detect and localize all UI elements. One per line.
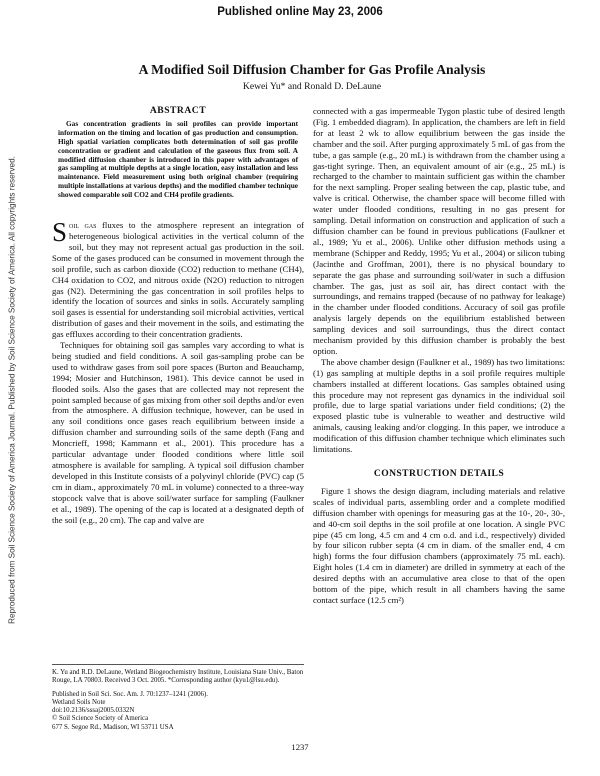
construction-paragraph: Figure 1 shows the design diagram, including materials and relative scales of individual parts, assembling order and a complete modified diffusion chamber with openings for measuring gas at the 10-, 20-, 30-, and 40-cm soil depths in the soil profile at one location. A single PVC pipe (45 cm long, 4.5 cm and 4 cm o.d. and i.d., respectively) divided by four silicon rubber septa (4 cm in diam. of the smaller end, 4 cm high) forms the four diffusion chambers (approximately 75 mL each). Eight holes (1.4 cm in diameter) are drilled in symmetry at each of the desired depths with an accumulative area close to that of the open bottom of the pipe, which result in all chambers having the same contact surface (12.5 cm²) bbox=[313, 485, 565, 605]
author-affiliation: K. Yu and R.D. DeLaune, Wetland Biogeochemistry Institute, Louisiana State Univ., Baton Rouge, LA 70803. Received 3 Oct. 2005. *Corresponding author (kyu1@lsu.edu). bbox=[52, 669, 304, 685]
intro-small-caps: oil gas bbox=[69, 220, 97, 231]
pub-copyright: © Soil Science Society of America bbox=[52, 715, 149, 723]
abstract-text: Gas concentration gradients in soil profiles can provide important information on the timing and location of gas production and consumption. High spatial variation complicates both determination of soil gas profile concentration or gradient and calculation of the gaseous flux from soil. A modified diffusion chamber is introduced in this paper with advantages of gas sampling at multiple depths at a single location, easy installation and less maintenance. Field measurement using both original chamber (requiring multiple installations at various depths) and the modified chamber technique showed comparable soil CO2 and CH4 profile gradients. bbox=[58, 118, 298, 200]
publication-info bbox=[52, 691, 304, 732]
limitations-paragraph: The above chamber design (Faulkner et al., 1989) has two limitations: (1) gas sampling at multiple depths in a soil profile requires multiple chambers installed at different locations. Gas samples obtained using this procedure may not represent gas dynamics in the individual soil profile, due to large spatial variations under field conditions; (2) the exposed plastic tube is vulnerable to weather and destructive wild animals, causing leaking and/or clogging. In this paper, we introduce a modification of this diffusion chamber technique which eliminates such limitations. bbox=[313, 356, 565, 455]
section-heading-construction: CONSTRUCTION DETAILS bbox=[373, 468, 505, 479]
published-online-line: Published online May 23, 2006 bbox=[217, 6, 383, 18]
abstract-heading: ABSTRACT bbox=[149, 105, 207, 116]
copyright-notice: Reproduced from Soil Science Society of America Journal. Published by Soil Science Society of America. All copyrights reserved. bbox=[7, 156, 17, 624]
pub-address: 677 S. Segoe Rd., Madison, WI 53711 USA bbox=[52, 723, 174, 731]
left-column bbox=[52, 106, 304, 525]
pub-doi: doi:10.2136/sssaj2005.0332N bbox=[52, 707, 135, 715]
intro-paragraph bbox=[52, 217, 305, 340]
right-column bbox=[313, 106, 565, 606]
footnote-block bbox=[52, 664, 304, 732]
pub-citation: Published in Soil Sci. Soc. Am. J. 70:1237–1241 (2006). bbox=[52, 690, 209, 698]
intro-text: fluxes to the atmosphere represent an integration of heterogeneous biological activities in the vertical column of the soil, but they may not represent actual gas production in the soil. Some of the gases produced can be consumed in movement through the soil profile, such as carbon dioxide (CO2) reduction to methane (CH4), CH4 oxidation to CO2, and nitrous oxide (N2O) reduction to nitrogen gas (N2). Determining the gas concentration in soil profiles helps to identify the location of sources and sinks in soils. Accurately sampling soil gases is essential for understanding soil microbial activities, vertical distribution of gases and their movement in the soils, and estimating the gas effluxes according to their concentration gradients. bbox=[52, 220, 305, 340]
copyright-sidebar bbox=[4, 40, 20, 740]
techniques-paragraph: Techniques for obtaining soil gas samples vary according to what is being studied and field conditions. A soil gas-sampling probe can be used to withdraw gases from soil pore spaces (Burton and Beauchamp, 1994; Mosier and Hutchinson, 1981). This device cannot be used in flooded soils. Also the gases that are collected may not represent the point sampled because of gas mixing from other soil depths and/or even from the atmosphere. A diffusion technique, however, can be used in any soil conditions once gases reach equilibrium between inside a diffusion chamber and surrounding soils of the same depth (Fang and Moncrieff, 1998; Kammann et al., 2001). This procedure has a particular advantage under flooded conditions where little soil atmosphere is available for sampling. A typical soil diffusion chamber developed in this Institute consists of a polyvinyl chloride (PVC) cap (5 cm in diam., approximately 70 mL in volume) connected to a three-way stopcock valve that is above soil/water surface for sampling (Faulkner et al., 1989). The opening of the cap is located at a designated depth of the soil (e.g., 20 cm). The cap and valve are bbox=[52, 340, 304, 525]
page-number: 1237 bbox=[291, 742, 309, 752]
article-title: A Modified Soil Diffusion Chamber for Gas Profile Analysis bbox=[138, 62, 486, 77]
chamber-description-paragraph: connected with a gas impermeable Tygon plastic tube of desired length (Fig. 1 embedded diagram). In application, the chambers are left in field for at least 2 wk to allow equilibrium between the gas inside the chamber and the soil. After purging approximately 5 mL of gas from the tube, a gas sample (e.g., 20 mL) is withdrawn from the chamber using a gas-tight syringe. Then, an equivalent amount of air (e.g., 25 mL) is recharged to the chamber to maintain sufficient gas within the chamber for the next sampling. Proper sealing between the cap, plastic tube, and valve is critical. Otherwise, the chamber space will become filled with water under flooded conditions, resulting in no gas present for sampling. Detail information on construction and application of such a diffusion chamber can be found in previous publications (Faulkner et al., 1989; Yu et al., 2006). Unlike other diffusion methods using a membrane (Schipper and Reddy, 1995; Yu et al., 2004) or silicon tubing (Jacinthe and Groffman, 2001), there is no physical boundary to separate the gas phase and surrounding soil/water in such a diffusion chamber. The gas, just as soil air, has direct contact with the surroundings, and remains trapped (because of no pathway for leakage) in the chamber under flooded conditions. Accuracy of soil gas profile analysis largely depends on the equilibrium established between sampling devices and soil surroundings, thus the direct contact mechanism provided by this diffusion chamber is probably the best option. bbox=[313, 106, 565, 356]
drop-cap: S bbox=[52, 217, 68, 248]
article-authors: Kewei Yu* and Ronald D. DeLaune bbox=[242, 81, 382, 92]
pub-note-type: Wetland Soils Note bbox=[52, 698, 106, 706]
